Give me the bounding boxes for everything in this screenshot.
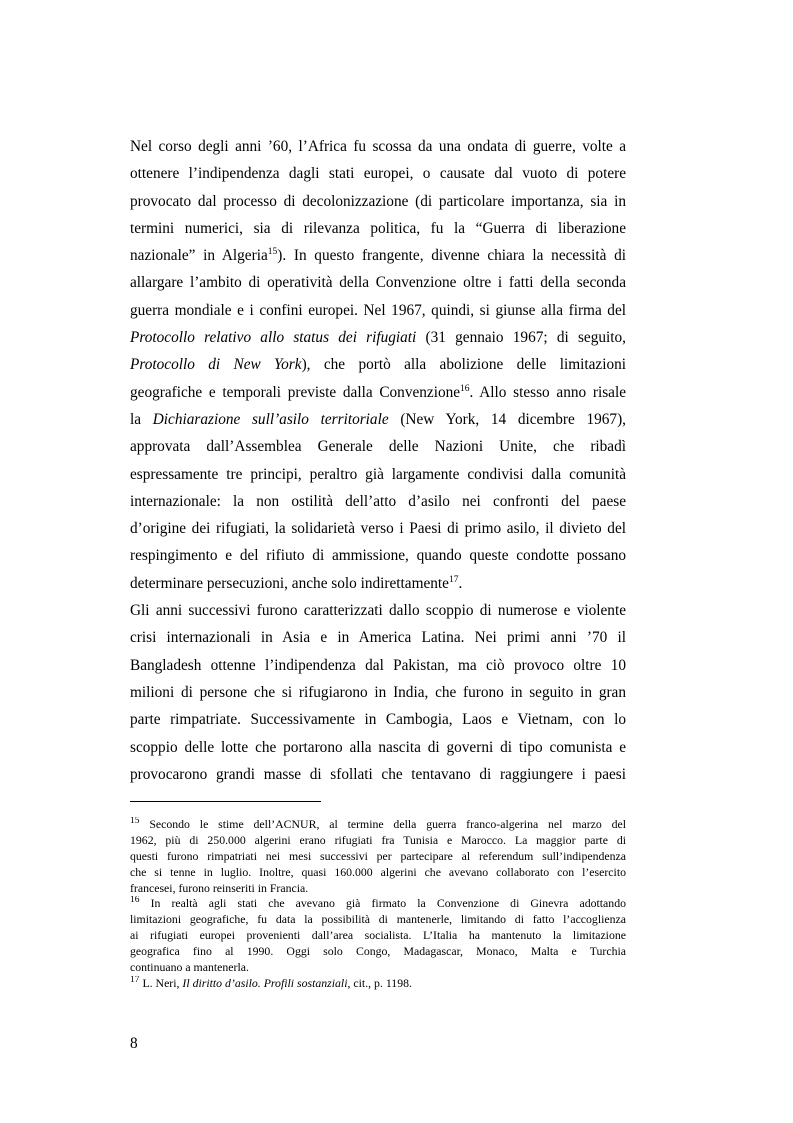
italic-title: Protocollo di New York [130, 356, 302, 374]
footnote-number: 16 [130, 896, 140, 906]
text-line [130, 351, 626, 378]
text-line [130, 652, 626, 679]
footnote-line [130, 928, 626, 944]
text-run: espressamente tre principi, peraltro già largamente condivisi dalla comunità [130, 465, 626, 483]
text-run: . [458, 574, 463, 592]
text-line [130, 542, 626, 569]
text-line [130, 324, 626, 351]
text-run: francesei, furono reinseriti in Francia. [130, 880, 309, 895]
footnote-line [130, 833, 626, 849]
text-run: allargare l’ambito di operatività della Convenzione oltre i fatti della seconda [130, 274, 626, 292]
footnotes [130, 817, 626, 992]
text-run: ai rifugiati europei provenienti dall’area socialista. L’Italia ha mantenuto la limitazione [130, 928, 626, 943]
text-line [130, 570, 626, 597]
text-run: ottenere l’indipendenza dagli stati europei, o causate dal vuoto di potere [130, 165, 626, 183]
footnote-line [130, 817, 626, 833]
text-run: geografica fino al 1990. Oggi solo Congo, Madagascar, Monaco, Malta e Turchia [130, 944, 626, 959]
text-run: crisi internazionali in Asia e in America Latina. Nei primi anni ’70 il [130, 629, 626, 647]
italic-title: Il diritto d’asilo. Profili sostanziali [182, 975, 348, 990]
text-run: provocarono grandi masse di sfollati che tentavano di raggiungere i paesi [130, 765, 626, 783]
text-run: Secondo le stime dell’ACNUR, al termine della guerra franco-algerina nel marzo del [139, 817, 626, 831]
text-line [130, 215, 626, 242]
text-run: nazionale” in Algeria [130, 247, 268, 265]
footnote-ref-15[interactable]: 15 [267, 247, 278, 258]
text-run: scoppio delle lotte che portarono alla nascita di governi di tipo comunista e [130, 738, 626, 756]
text-line [130, 679, 626, 706]
text-run: geografiche e temporali previste dalla Convenzione [130, 383, 461, 401]
text-run: (31 gennaio 1967; di seguito, [416, 329, 626, 347]
text-run: Nel corso degli anni ’60, l’Africa fu scossa da una ondata di guerre, volte a [130, 138, 626, 155]
text-line [130, 133, 626, 160]
text-line [130, 242, 626, 269]
text-run: determinare persecuzioni, anche solo indirettamente [130, 574, 449, 592]
text-line [130, 734, 626, 761]
text-line [130, 761, 626, 788]
footnote-number: 15 [130, 817, 140, 827]
text-run: provocato dal processo di decolonizzazione (di particolare importanza, sia in [130, 192, 626, 210]
text-run: Gli anni successivi furono caratterizzati dallo scoppio di numerose e violente [130, 602, 626, 620]
footnote-line [130, 944, 626, 960]
text-run: la [130, 410, 153, 428]
italic-title: Protocollo relativo allo status dei rifugiati [130, 329, 417, 347]
footnote-line [130, 849, 626, 865]
text-run: milioni di persone che si rifugiarono in India, che furono in seguito in gran [130, 683, 626, 701]
body-text [130, 133, 626, 788]
footnote-line [130, 976, 626, 992]
footnote-line [130, 865, 626, 881]
text-run: L. Neri, [139, 975, 183, 990]
text-line [130, 269, 626, 296]
page-number: 8 [130, 1035, 138, 1052]
text-line [130, 515, 626, 542]
footnote-line [130, 912, 626, 928]
text-line [130, 297, 626, 324]
text-line [130, 624, 626, 651]
footnote-number: 17 [130, 975, 140, 985]
text-run: , cit., p. 1198. [347, 975, 412, 990]
footnote-ref-16[interactable]: 16 [460, 383, 470, 394]
text-run: . Allo stesso anno risale [469, 383, 626, 401]
footnote-line [130, 896, 626, 912]
text-run: parte rimpatriate. Successivamente in Cambogia, Laos e Vietnam, con lo [130, 711, 626, 729]
text-run: ). In questo frangente, divenne chiara la necessità di [277, 247, 626, 265]
text-run: guerra mondiale e i confini europei. Nel 1967, quindi, si giunse alla firma del [130, 301, 626, 319]
footnote-line [130, 960, 626, 976]
text-line [130, 461, 626, 488]
text-run: termini numerici, sia di rilevanza politica, fu la “Guerra di liberazione [130, 219, 626, 237]
text-run: questi furono rimpatriati nei mesi successivi per partecipare al referendum sull’indipendenza [130, 848, 626, 863]
text-run: internazionale: la non ostilità dell’atto d’asilo nei confronti del paese [130, 492, 626, 510]
text-run: che si tenne in luglio. Inoltre, quasi 160.000 algerini che avevano collaborato con l’esercito [130, 864, 626, 879]
text-run: In realtà agli stati che avevano già firmato la Convenzione di Ginevra adottando [139, 896, 626, 911]
text-run: 1962, più di 250.000 algerini erano rifugiati fra Tunisia e Marocco. La maggior parte di [130, 832, 626, 847]
text-run: ), che portò alla abolizione delle limitazioni [301, 356, 626, 374]
footnote-ref-17[interactable]: 17 [448, 574, 459, 585]
text-run: continuano a mantenerla. [130, 960, 249, 975]
text-line [130, 160, 626, 187]
text-line [130, 406, 626, 433]
text-run: respingimento e del rifiuto di ammissione, quando queste condotte possano [130, 547, 626, 565]
text-line [130, 488, 626, 515]
text-run: (New York, 14 dicembre 1967), [388, 410, 626, 428]
text-line [130, 706, 626, 733]
footnote-line [130, 881, 626, 897]
text-run: d’origine dei rifugiati, la solidarietà verso i Paesi di primo asilo, il divieto del [130, 520, 626, 538]
text-line [130, 597, 626, 624]
text-line [130, 379, 626, 406]
italic-title: Dichiarazione sull’asilo territoriale [152, 410, 389, 428]
text-line [130, 188, 626, 215]
text-line [130, 433, 626, 460]
footnote-separator [130, 801, 321, 802]
text-run: approvata dall’Assemblea Generale delle Nazioni Unite, che ribadì [130, 438, 626, 456]
text-run: limitazioni geografiche, fu data la possibilità di mantenerle, limitando di fatto l’accoglienza [130, 912, 626, 927]
text-run: Bangladesh ottenne l’indipendenza dal Pakistan, ma ciò provoco oltre 10 [130, 656, 626, 674]
